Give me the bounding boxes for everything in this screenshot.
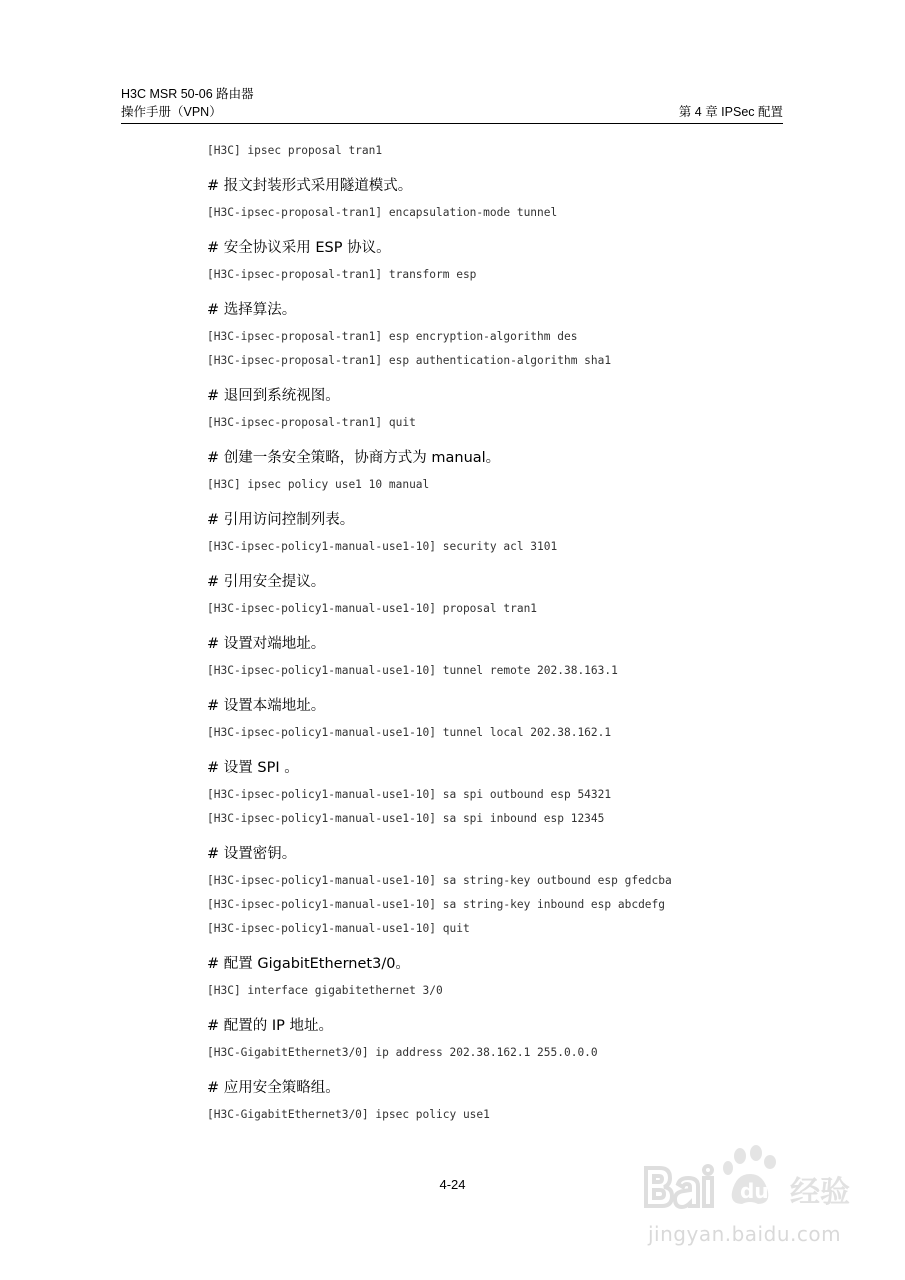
command-line: [H3C-ipsec-proposal-tran1] quit: [207, 416, 416, 429]
step-comment: # 安全协议采用 ESP 协议。: [207, 240, 391, 256]
step-comment: # 报文封装形式采用隧道模式。: [207, 178, 413, 194]
manual-name: 操作手册（VPN）: [121, 105, 222, 119]
command-line: [H3C] interface gigabitethernet 3/0: [207, 984, 443, 997]
command-line: [H3C-ipsec-policy1-manual-use1-10] sa spi inbound esp 12345: [207, 812, 605, 825]
step-comment: # 配置的 IP 地址。: [207, 1018, 333, 1034]
step-comment: # 退回到系统视图。: [207, 388, 340, 404]
watermark-url: jingyan.baidu.com: [648, 1222, 842, 1246]
step-comment: # 设置密钥。: [207, 846, 297, 862]
command-line: [H3C-ipsec-policy1-manual-use1-10] sa string-key outbound esp gfedcba: [207, 874, 672, 887]
step-comment: # 选择算法。: [207, 302, 297, 318]
baidu-paw-icon: [640, 1140, 870, 1220]
command-line: [H3C-ipsec-policy1-manual-use1-10] security acl 3101: [207, 540, 558, 553]
command-line: [H3C-GigabitEthernet3/0] ipsec policy use1: [207, 1108, 490, 1121]
command-line: [H3C-ipsec-policy1-manual-use1-10] sa spi outbound esp 54321: [207, 788, 612, 801]
step-comment: # 设置 SPI 。: [207, 760, 299, 776]
step-comment: # 创建一条安全策略，协商方式为 manual。: [207, 450, 501, 466]
page-header: [121, 86, 783, 124]
command-line: [H3C-ipsec-proposal-tran1] transform esp: [207, 268, 477, 281]
svg-text:du: du: [740, 1179, 769, 1203]
product-name: H3C MSR 50-06 路由器: [121, 87, 254, 101]
command-line: [H3C] ipsec policy use1 10 manual: [207, 478, 430, 491]
step-comment: # 设置对端地址。: [207, 636, 326, 652]
command-line: [H3C-ipsec-proposal-tran1] esp authentication-algorithm sha1: [207, 354, 612, 367]
step-comment: # 引用访问控制列表。: [207, 512, 355, 528]
svg-text:经验: 经验: [790, 1175, 850, 1210]
page-number: 4-24: [439, 1177, 466, 1192]
chapter-title: 第 4 章 IPSec 配置: [678, 105, 783, 119]
command-line: [H3C-ipsec-policy1-manual-use1-10] tunnel local 202.38.162.1: [207, 726, 612, 739]
command-line: [H3C-ipsec-policy1-manual-use1-10] sa string-key inbound esp abcdefg: [207, 898, 666, 911]
command-line: [H3C-ipsec-policy1-manual-use1-10] quit: [207, 922, 470, 935]
command-line: [H3C] ipsec proposal tran1: [207, 144, 383, 157]
command-line: [H3C-ipsec-policy1-manual-use1-10] proposal tran1: [207, 602, 538, 615]
step-comment: # 引用安全提议。: [207, 574, 326, 590]
document-body: [207, 141, 827, 1129]
step-comment: # 应用安全策略组。: [207, 1080, 340, 1096]
command-line: [H3C-GigabitEthernet3/0] ip address 202.38.162.1 255.0.0.0: [207, 1046, 598, 1059]
step-comment: # 配置 GigabitEthernet3/0。: [207, 956, 410, 972]
command-line: [H3C-ipsec-proposal-tran1] esp encryption-algorithm des: [207, 330, 578, 343]
command-line: [H3C-ipsec-policy1-manual-use1-10] tunnel remote 202.38.163.1: [207, 664, 618, 677]
step-comment: # 设置本端地址。: [207, 698, 326, 714]
command-line: [H3C-ipsec-proposal-tran1] encapsulation-mode tunnel: [207, 206, 558, 219]
baidu-jingyan-watermark: [640, 1140, 880, 1260]
